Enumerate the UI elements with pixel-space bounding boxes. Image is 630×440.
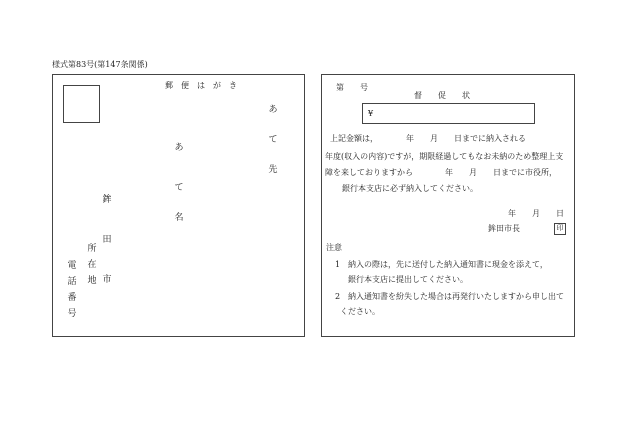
notice-number: 第 号 [336, 83, 368, 92]
body-line-3: 障を来しておりますから 年 月 日までに市役所， [325, 168, 557, 177]
address-column-1: あて先 [268, 105, 278, 175]
address-column-3: 名 [174, 213, 184, 223]
body-line-1: 上記金額は， 年 月 日までに納入される [330, 134, 526, 143]
notice-panel [321, 74, 575, 337]
seal-box: 印 [554, 223, 566, 235]
postcard-panel [52, 74, 305, 337]
body-line-2: 年度(収入の内容)ですが，期限経過してもなお未納のため整理上支 [325, 152, 564, 161]
notice-title: 督 促 状 [414, 91, 470, 100]
notice-date: 年 月 日 [508, 209, 564, 218]
notes-heading: 注意 [326, 243, 342, 252]
note-1-number: 1 [335, 260, 341, 269]
body-line-4: 銀行本支店に必ず納入してください。 [342, 184, 478, 193]
note-2-line-1: 納入通知書を紛失した場合は再発行いたしますから申し出て [348, 292, 564, 301]
note-2-line-2: ください。 [340, 307, 380, 316]
note-1-line-2: 銀行本支店に提出してください。 [348, 275, 468, 284]
address-column-2: あて [174, 143, 184, 193]
issuer-name: 鉾田市長 [488, 224, 520, 233]
stamp-box [63, 85, 100, 123]
form-number: 様式第83号(第147条関係) [52, 60, 148, 69]
note-2-number: 2 [335, 292, 341, 301]
yen-symbol: ¥ [368, 109, 374, 118]
sender-city: 鉾田市 [102, 195, 112, 285]
postcard-header: 郵 便 は が き [165, 81, 237, 90]
sender-address-label: 所在地 [87, 244, 97, 286]
sender-phone-label: 電話番号 [67, 261, 77, 319]
note-1-line-1: 納入の際は，先に送付した納入通知書に現金を添えて， [348, 260, 548, 269]
amount-box [362, 103, 535, 124]
